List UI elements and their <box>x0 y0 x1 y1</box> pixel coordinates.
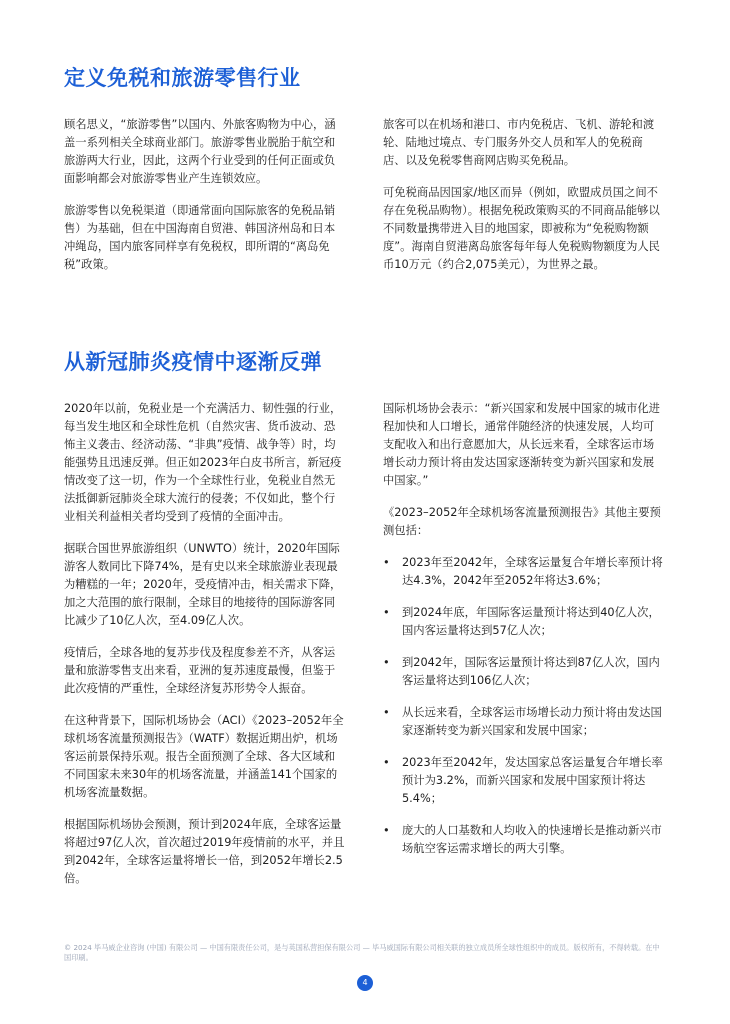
paragraph: 2020年以前，免税业是一个充满活力、韧性强的行业，每当发生地区和全球性危机（自然灾害、货币波动、恐怖主义袭击、经济动荡、“非典”疫情、战争等）时，均能强势且迅速反弹。但正如2023年白皮书所言，新冠疫情改变了这一切，作为一个全球性行业，免税业自然无法抵御新冠肺炎全球大流行的侵袭；不仅如此，整个行业相关利益相关者均受到了疫情的全面冲击。 <box>64 402 342 523</box>
section2-left-column <box>64 400 346 902</box>
paragraph: 在这种背景下，国际机场协会（ACI）《2023–2052年全球机场客流量预测报告》（WATF）数据近期出炉，机场客运前景保持乐观。报告全面预测了全球、各大区域和不同国家未来30年的机场客流量，并涵盖141个国家的机场客流量数据。 <box>64 714 344 799</box>
paragraph: 《2023–2052年全球机场客流量预测报告》其他主要预测包括： <box>383 506 661 537</box>
page-number: 4 <box>357 975 373 991</box>
list-item: • 2023年至2042年，全球客运量复合年增长率预计将达4.3%，2042年至2052年将达3.6%； <box>383 554 665 590</box>
paragraph: 旅客可以在机场和港口、市内免税店、飞机、游轮和渡轮、陆地过境点、专门服务外交人员和军人的免税商店、以及免税零售商网店购买免税品。 <box>383 118 655 167</box>
list-item: • 庞大的人口基数和人均收入的快速增长是推动新兴市场航空客运需求增长的两大引擎。 <box>383 822 665 858</box>
list-item: • 到2042年，国际客运量预计将达到87亿人次，国内客运量将达到106亿人次； <box>383 654 665 690</box>
paragraph: 可免税商品因国家/地区而异（例如，欧盟成员国之间不存在免税品购物）。根据免税政策购买的不同商品能够以不同数量携带进入目的地国家，即被称为“免税购物额度”。海南自贸港离岛旅客每年每人免税购物额度为人民币10万元（约合2,075美元），为世界之最。 <box>383 186 660 271</box>
list-item: • 2023年至2042年，发达国家总客运量复合年增长率预计为3.2%，而新兴国家和发展中国家预计将达5.4%； <box>383 754 665 808</box>
section1-right-column <box>383 116 665 288</box>
section1-left-column <box>64 116 346 288</box>
paragraph: 根据国际机场协会预测，预计到2024年底，全球客运量将超过97亿人次，首次超过2019年疫情前的水平，并且到2042年，全球客运量将增长一倍，到2052年增长2.5倍。 <box>64 818 345 885</box>
section-title-covid-recovery: 从新冠肺炎疫情中逐渐反弹 <box>64 350 322 374</box>
forecast-bullet-list <box>383 554 665 858</box>
paragraph: 疫情后，全球各地的复苏步伐及程度参差不齐，从客运量和旅游零售支出来看，亚洲的复苏速度最慢，但鉴于此次疫情的严重性，全球经济复苏形势令人振奋。 <box>64 646 336 695</box>
paragraph: 顾名思义，“旅游零售”以国内、外旅客购物为中心，涵盖一系列相关全球商业部门。旅游零售业脱胎于航空和旅游两大行业，因此，这两个行业受到的任何正面或负面影响都会对旅游零售业产生连锁效应。 <box>64 118 336 185</box>
paragraph: 旅游零售以免税渠道（即通常面向国际旅客的免税品销售）为基础，但在中国海南自贸港、韩国济州岛和日本冲绳岛，国内旅客同样享有免税权，即所谓的“离岛免税”政策。 <box>64 204 336 271</box>
section-title-duty-free: 定义免税和旅游零售行业 <box>64 66 301 90</box>
section2-right-column <box>383 400 665 872</box>
footer-copyright: © 2024 毕马威企业咨询 (中国) 有限公司 — 中国有限责任公司，是与英国私营担保有限公司 — 毕马威国际有限公司相关联的独立成员所全球性组织中的成员。版权所有，不得转载。在中国印刷。 <box>64 943 660 962</box>
list-item: • 到2024年底，年国际客运量预计将达到40亿人次，国内客运量将达到57亿人次； <box>383 604 665 640</box>
paragraph: 国际机场协会表示：“新兴国家和发展中国家的城市化进程加快和人口增长，通常伴随经济的快速发展，人均可支配收入和出行意愿加大，从长远来看，全球客运市场增长动力预计将由发达国家逐渐转变为新兴国家和发展中国家。” <box>383 402 660 487</box>
list-item: • 从长远来看，全球客运市场增长动力预计将由发达国家逐渐转变为新兴国家和发展中国家； <box>383 704 665 740</box>
paragraph: 据联合国世界旅游组织（UNWTO）统计，2020年国际游客人数同比下降74%，是有史以来全球旅游业表现最为糟糕的一年；2020年，受疫情冲击，相关需求下降，加之大范围的旅行限制，全球目的地接待的国际游客同比减少了10亿人次，至4.09亿人次。 <box>64 542 342 627</box>
